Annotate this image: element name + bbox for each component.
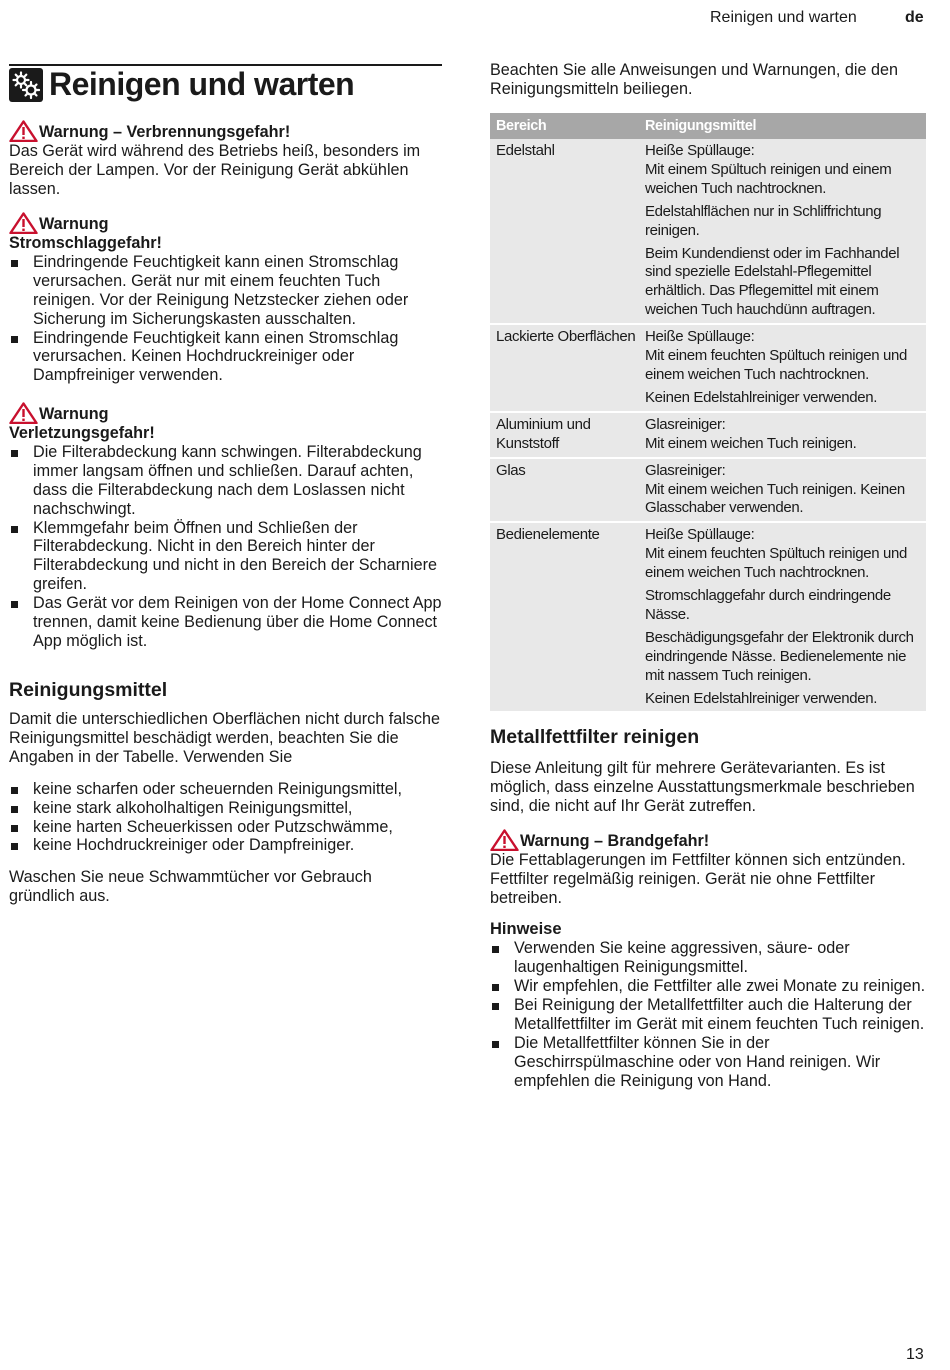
- table-cell-note: Keinen Edelstahlreiniger verwenden.: [645, 388, 878, 406]
- section-metallfilter: [490, 726, 926, 1091]
- section-outro: Waschen Sie neue Schwammtücher vor Gebrauch gründlich aus.: [9, 868, 372, 906]
- cleaning-gear-icon: [9, 68, 43, 102]
- warning-triangle-icon: [490, 829, 519, 851]
- table-row: [490, 411, 926, 457]
- section-intro: Damit die unterschiedlichen Oberflächen nicht durch falsche Reinigungsmittel beschädigt werden, beachten Sie die Angaben in der Tabelle. Verwenden Sie: [9, 710, 441, 766]
- warning-triangle-icon: [9, 402, 38, 424]
- list-item: Eindringende Feuchtigkeit kann einen Stromschlag verursachen. Keinen Hochdruckreiniger oder Dampfreiniger verwenden.: [9, 329, 442, 386]
- chapter-heading: [9, 64, 442, 104]
- warning-burn-text: Das Gerät wird während des Betriebs heiß, besonders im Bereich der Lampen. Vor der Reinigung Gerät abkühlen lassen.: [9, 142, 421, 198]
- list-item: Das Gerät vor dem Reinigen von der Home Connect App trennen, damit keine Bedienung über die Home Connect App möglich ist.: [9, 594, 442, 651]
- table-cell-agent: [645, 325, 926, 411]
- warning-electric-title: Stromschlaggefahr!: [9, 234, 162, 252]
- table-cell-note: Heiße Spüllauge: Mit einem feuchten Spültuch reinigen und einem weichen Tuch nachtrocknen.: [645, 526, 908, 582]
- warning-injury-title: Verletzungsgefahr!: [9, 424, 155, 442]
- table-cell-note: Glasreiniger: Mit einem weichen Tuch reinigen. Keinen Glasschaber verwenden.: [645, 461, 905, 517]
- list-item: keine Hochdruckreiniger oder Dampfreiniger.: [9, 836, 442, 855]
- cleaning-table: [490, 113, 926, 711]
- table-row: [490, 323, 926, 411]
- table-header-area: Bereich: [496, 118, 547, 134]
- table-cell-note: Edelstahlflächen nur in Schliffrichtung reinigen.: [645, 202, 882, 239]
- cleaning-agents-list: [9, 780, 442, 856]
- table-row: [490, 457, 926, 522]
- table-cell-note: Heiße Spüllauge: Mit einem feuchten Spültuch reinigen und einem weichen Tuch nachtrocknen.: [645, 328, 908, 383]
- running-header-title: Reinigen und warten: [710, 9, 857, 26]
- warning-burn: [9, 120, 442, 199]
- list-item: Die Metallfettfilter können Sie in der Geschirrspülmaschine oder von Hand reinigen. Wir empfehlen die Reinigung von Hand.: [490, 1034, 926, 1091]
- warning-injury-list: [9, 443, 442, 651]
- table-cell-agent: [645, 413, 926, 457]
- table-cell-area: Glas: [496, 461, 526, 479]
- warning-injury: [9, 402, 442, 651]
- section-reinigungsmittel: [9, 679, 442, 906]
- right-intro: Beachten Sie alle Anweisungen und Warnungen, die den Reinigungsmitteln beiliegen.: [490, 61, 898, 98]
- table-cell-area: Edelstahl: [496, 142, 555, 159]
- warning-electric-label: Warnung: [39, 215, 109, 234]
- table-header: [490, 113, 926, 139]
- list-item: Klemmgefahr beim Öffnen und Schließen der Filterabdeckung. Nicht in den Bereich hinter der Filterabdeckung und nicht in den Bereich der Scharniere greifen.: [9, 519, 442, 595]
- table-cell-note: Beschädigungsgefahr der Elektronik durch eindringende Nässe. Bedienelemente nie mit nassem Tuch reinigen.: [645, 628, 914, 684]
- table-cell-area: Lackierte Oberflächen: [496, 328, 636, 346]
- table-row: [490, 139, 926, 323]
- table-header-agent: Reinigungsmittel: [645, 118, 757, 134]
- table-cell-area: Aluminium und Kunststoff: [496, 415, 591, 452]
- hinweise-title: Hinweise: [490, 920, 562, 939]
- section-title: Metallfettfilter reinigen: [490, 726, 700, 748]
- warning-triangle-icon: [9, 212, 38, 234]
- table-cell-note: Heiße Spüllauge: Mit einem Spültuch reinigen und einem weichen Tuch nachtrocknen.: [645, 142, 892, 197]
- warning-burn-title: Warnung – Verbrennungsgefahr!: [39, 123, 291, 142]
- list-item: Verwenden Sie keine aggressiven, säure- oder laugenhaltigen Reinigungsmittel.: [490, 939, 926, 977]
- table-cell-note: Keinen Edelstahlreiniger verwenden.: [645, 689, 878, 707]
- table-row: [490, 521, 926, 711]
- warning-triangle-icon: [9, 120, 38, 142]
- section-title: Reinigungsmittel: [9, 679, 168, 701]
- list-item: keine stark alkoholhaltigen Reinigungsmittel,: [9, 799, 442, 818]
- warning-fire-title: Warnung – Brandgefahr!: [520, 831, 710, 850]
- table-cell-agent: [645, 459, 926, 522]
- warning-electric-list: [9, 253, 442, 385]
- table-cell-agent: [645, 139, 926, 323]
- list-item: keine harten Scheuerkissen oder Putzschwämme,: [9, 818, 442, 837]
- table-cell-note: Glasreiniger: Mit einem weichen Tuch reinigen.: [645, 415, 857, 452]
- list-item: keine scharfen oder scheuernden Reinigungsmittel,: [9, 780, 442, 799]
- warning-electric: [9, 212, 442, 385]
- list-item: Bei Reinigung der Metallfettfilter auch die Halterung der Metallfettfilter im Gerät mit einem feuchten Tuch reinigen.: [490, 996, 926, 1034]
- section-intro: Diese Anleitung gilt für mehrere Gerätevarianten. Es ist möglich, dass einzelne Ausstattungsmerkmale beschrieben sind, die nicht auf Ihr Gerät zutreffen.: [490, 759, 915, 815]
- table-cell-note: Stromschlaggefahr durch eindringende Nässe.: [645, 587, 891, 623]
- chapter-title: Reinigen und warten: [49, 66, 355, 102]
- warning-injury-label: Warnung: [39, 405, 109, 424]
- table-cell-agent: [645, 523, 926, 711]
- table-cell-area: Bedienelemente: [496, 526, 600, 544]
- running-header-language: de: [905, 9, 924, 26]
- list-item: Die Filterabdeckung kann schwingen. Filterabdeckung immer langsam öffnen und schließen. Darauf achten, dass die Filterabdeckung nach dem Loslassen nicht nachschwingt.: [9, 443, 442, 519]
- hinweise-list: [490, 939, 926, 1090]
- list-item: Wir empfehlen, die Fettfilter alle zwei Monate zu reinigen.: [490, 977, 926, 996]
- table-cell-note: Beim Kundendienst oder im Fachhandel sind spezielle Edelstahl-Pflegemittel erhältlich. Das Pflegemittel mit einem weichen Tuch hauchdünn auftragen.: [645, 244, 900, 319]
- page-number: 13: [906, 1346, 924, 1363]
- table-body: [490, 139, 926, 711]
- warning-fire-text: Die Fettablagerungen im Fettfilter können sich entzünden. Fettfilter regelmäßig reinigen. Gerät nie ohne Fettfilter betreiben.: [490, 850, 906, 907]
- list-item: Eindringende Feuchtigkeit kann einen Stromschlag verursachen. Gerät nur mit einem feuchten Tuch reinigen. Vor der Reinigung Netzstecker ziehen oder Sicherung im Sicherungskasten ausschalten.: [9, 253, 442, 329]
